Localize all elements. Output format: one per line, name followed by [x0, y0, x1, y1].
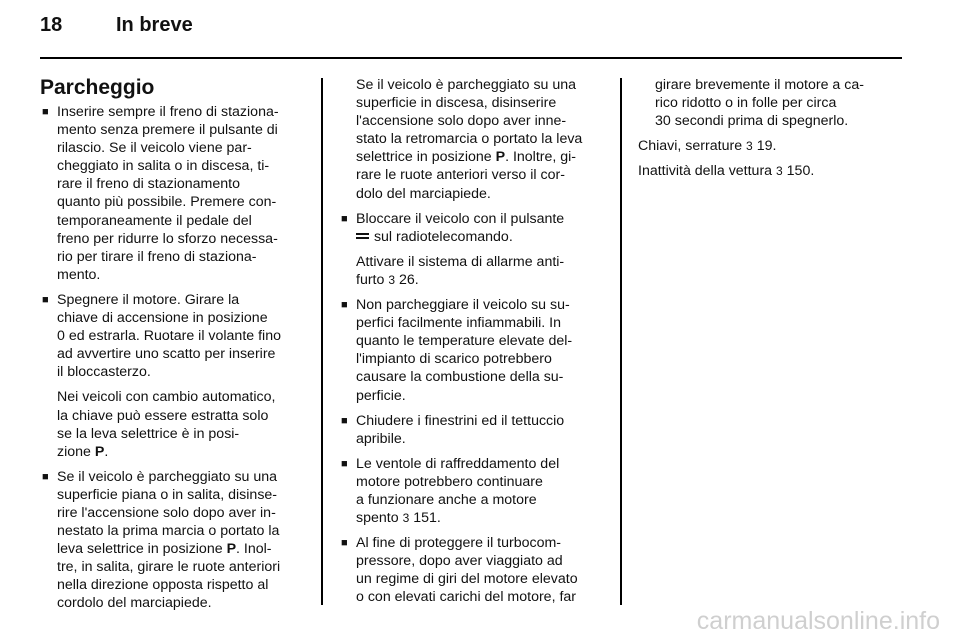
bullet-icon: ■ — [341, 537, 348, 550]
column-2 — [339, 76, 607, 614]
page-reference[interactable]: 150. — [786, 163, 815, 180]
bullet-item: ■ Inserire sempre il freno di staziona- mento senza premere il pulsante di rilascio. Se il veicolo viene par- cheggiato in salita o in discesa, ti- rare il freno di stazionamento quanto più possibile. Premere con- temporaneamente il pedale del freno per ridurre lo sforzo necessa- rio per tirare il freno di staziona- mento. — [42, 104, 279, 283]
column-divider — [620, 78, 622, 605]
cross-reference: Chiavi, serrature 3 19. — [638, 138, 777, 155]
bullet-icon: ■ — [341, 414, 348, 427]
page-reference[interactable]: 19. — [756, 138, 777, 155]
page-reference-icon: 3 — [776, 164, 783, 179]
page-number: 18 — [40, 14, 63, 36]
page-reference[interactable]: 26. — [398, 271, 419, 288]
bullet-icon: ■ — [42, 470, 49, 483]
page-title: In breve — [116, 14, 193, 36]
selector-position-p: P — [226, 541, 237, 558]
bullet-item: ■ Chiudere i finestrini ed il tettuccio apribile. — [341, 412, 565, 447]
page-reference-icon: 3 — [388, 272, 396, 287]
header-rule — [40, 57, 902, 59]
column-divider — [321, 78, 323, 605]
lock-button-icon — [356, 231, 370, 241]
bullet-icon: ■ — [341, 299, 348, 312]
bullet-icon: ■ — [341, 457, 348, 470]
bullet-icon: ■ — [42, 106, 49, 118]
bullet-item: ■ Non parcheggiare il veicolo su su- perfici facilmente infiammabili. In quanto le temperature elevate del- l'impianto di scarico potrebbero causare la combustione della su- perficie. — [341, 297, 573, 404]
bullet-item: ■ Se il veicolo è parcheggiato su una superficie piana o in salita, disinse- rire l'accensione solo dopo aver in- nestato la prima marcia o portato la leva selettrice in posizione P. Inol- tre, in salita, girare le ruote anteriori nella direzione opposta rispetto al cordolo del marciapiede. — [42, 468, 281, 612]
selector-position-p: P — [495, 149, 506, 166]
bullet-item: ■ Bloccare il veicolo con il pulsante sul radiotelecomando. — [341, 210, 565, 245]
column-3 — [638, 76, 900, 187]
bullet-icon: ■ — [42, 293, 49, 306]
paragraph: girare brevemente il motore a ca- rico ridotto o in folle per circa 30 secondi prima di spegnerlo. — [655, 77, 864, 130]
page-reference-icon: 3 — [402, 511, 410, 526]
bullet-item: ■ Le ventole di raffreddamento del motore potrebbero continuare a funzionare anche a motore spento 3 151. — [341, 455, 560, 527]
selector-position-p: P — [94, 443, 105, 460]
cross-reference: Inattività della vettura 3 150. — [638, 163, 815, 180]
watermark: carmanualsonline.info — [696, 607, 940, 635]
paragraph: Nei veicoli con cambio automatico, la chiave può essere estratta solo se la leva selettrice è in posi- zione P. — [57, 389, 276, 460]
bullet-item: ■ Spegnere il motore. Girare la chiave di accensione in posizione 0 ed estrarla. Ruotare il volante fino ad avvertire uno scatto per inserire il bloccasterzo. — [42, 291, 281, 381]
column-1 — [40, 76, 312, 620]
section-title: Parcheggio — [40, 76, 155, 99]
paragraph: Attivare il sistema di allarme anti- furto 3 26. — [356, 253, 565, 288]
paragraph: Se il veicolo è parcheggiato su una superficie in discesa, disinserire l'accensione solo dopo aver inne- stato la retromarcia o portato la leva selettrice in posizione P. Inoltre, gi- rare le ruote anteriori verso il cor- dolo del marciapiede. — [356, 77, 583, 202]
bullet-item: ■ Al fine di proteggere il turbocom- pressore, dopo aver viaggiato ad un regime di giri del motore elevato o con elevati carichi del motore, far — [341, 535, 578, 606]
page-reference[interactable]: 151. — [413, 510, 441, 527]
bullet-icon: ■ — [341, 212, 348, 225]
page-reference-icon: 3 — [746, 139, 753, 154]
